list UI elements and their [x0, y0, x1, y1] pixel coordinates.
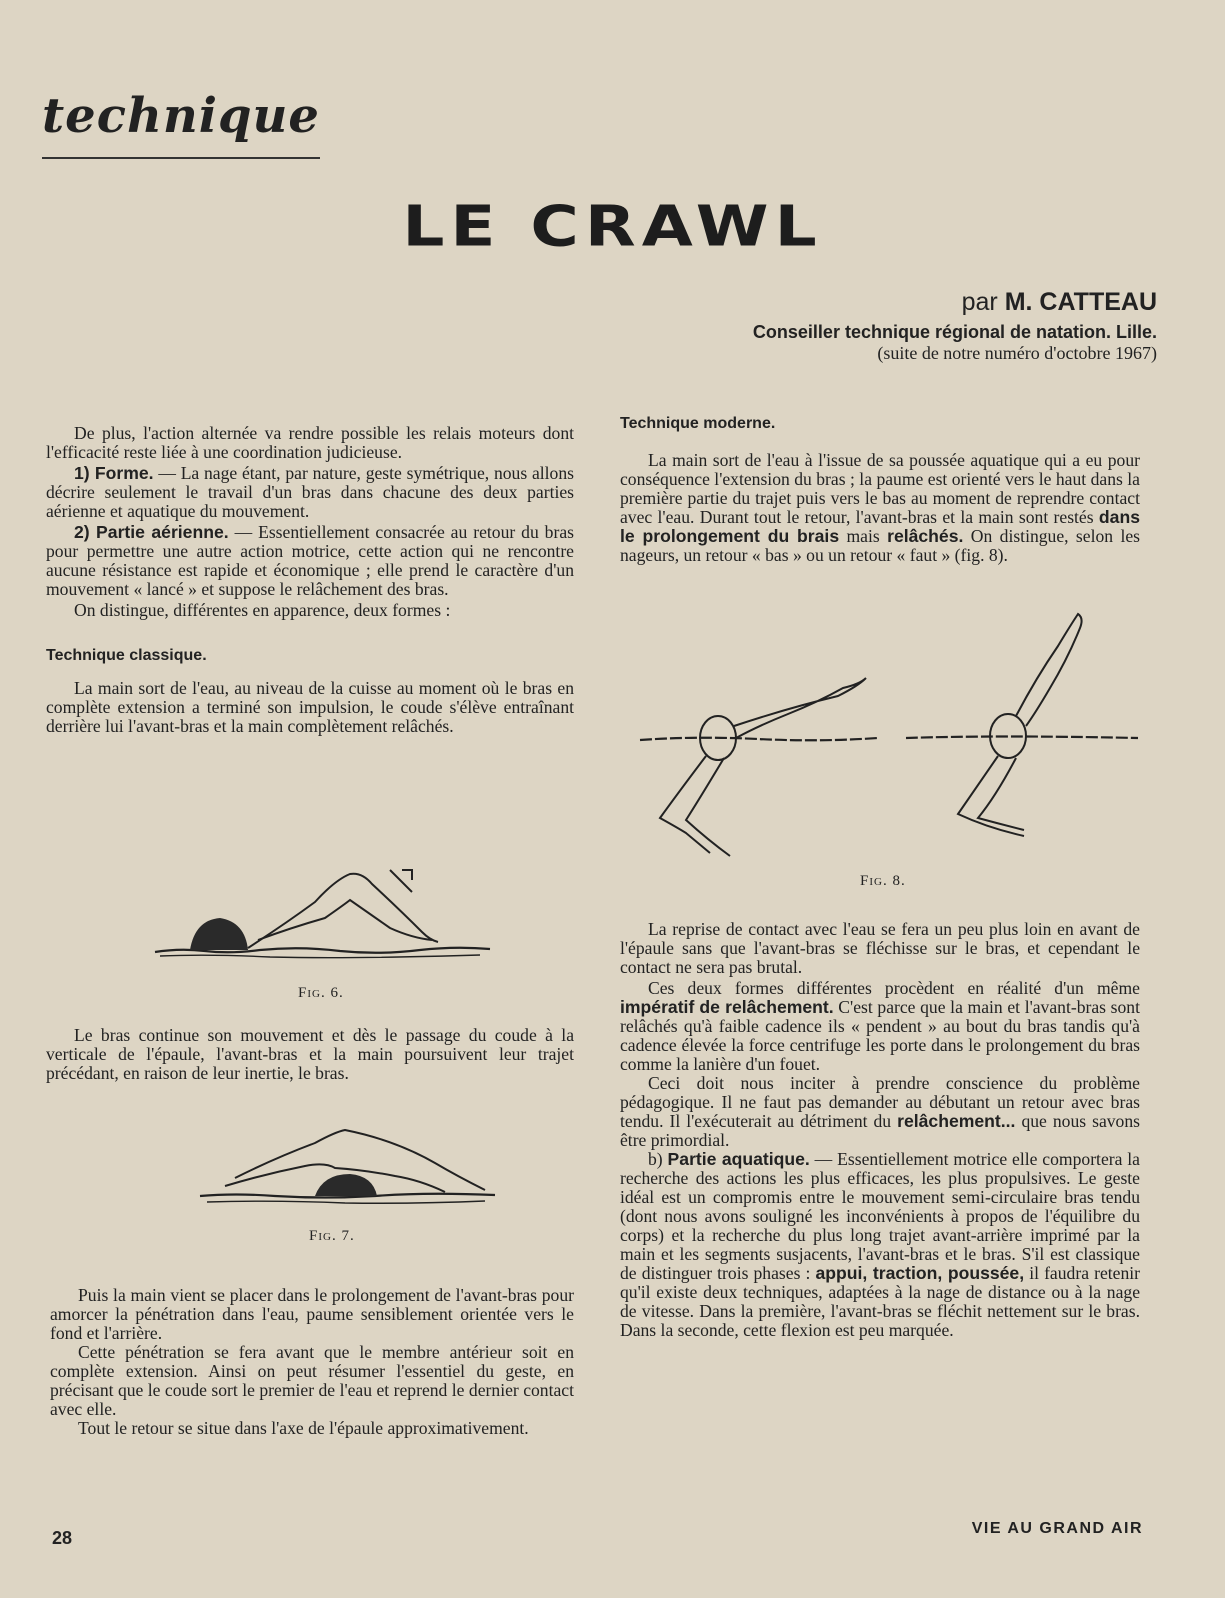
- author-info: [753, 322, 1157, 364]
- figure-8-illustration: [638, 608, 1158, 868]
- section-label: technique: [42, 88, 320, 144]
- paragraph-text: — Essentiellement consacrée au retour du bras pour permettre une autre action motrice, cette action qui ne rencontre aucune résistance est rapide et économique ; elle prend le caractère d'un mouvement « lancé » et suppose le relâchement des bras.: [46, 522, 574, 599]
- right-column-top: [620, 414, 1140, 565]
- emphasis: dans le prolongement du brais: [620, 507, 1140, 546]
- paragraph: De plus, l'action alternée va rendre possible les relais moteurs dont l'efficacité reste liée à une coordination judicieuse.: [46, 423, 574, 462]
- paragraph: [620, 1074, 1140, 1150]
- page-number: 28: [52, 1528, 73, 1548]
- figure-7-caption: Fig. 7.: [309, 1228, 355, 1244]
- byline: [962, 288, 1157, 317]
- head-shape: [315, 1174, 377, 1196]
- paragraph-text: — La nage étant, par nature, geste symétrique, nous allons décrire seulement le travail d'un bras dans chacune des deux parties aérienne et aquatique du mouvement.: [46, 463, 574, 521]
- left-column-top: [46, 424, 574, 736]
- inline-label: Partie aquatique.: [667, 1149, 810, 1169]
- paragraph: [620, 979, 1140, 1074]
- paragraph: Tout le retour se situe dans l'axe de l'épaule approximativement.: [78, 1418, 529, 1438]
- byline-prefix: par: [961, 288, 998, 316]
- paragraph-text: On distingue, selon les nageurs, un retour « bas » ou un retour « faut » (fig. 8).: [620, 526, 1140, 565]
- paragraph: [620, 1150, 1140, 1340]
- emphasis: appui, traction, poussée,: [815, 1263, 1025, 1283]
- subheading: Technique moderne.: [620, 415, 776, 432]
- paragraph: La reprise de contact avec l'eau se fera un peu plus loin en avant de l'épaule sans que l'avant-bras se fléchisse sur le bras, et cependant le contact ne sera pas brutal.: [620, 919, 1140, 977]
- figure-6-illustration: [150, 862, 495, 962]
- paragraph: Puis la main vient se placer dans le prolongement de l'avant-bras pour amorcer la pénétration dans l'eau, paume sensiblement orientée vers le fond et l'arrière.: [50, 1285, 574, 1343]
- emphasis: relâchés.: [887, 526, 964, 546]
- figure-7-illustration: [195, 1118, 505, 1218]
- paragraph-text: que nous savons être primordial.: [620, 1111, 1140, 1150]
- right-column-bottom: [620, 920, 1140, 1340]
- left-column-middle: [46, 1026, 574, 1083]
- emphasis: relâchement...: [897, 1111, 1016, 1131]
- paragraph-text: Ces deux formes différentes procèdent en réalité d'un même: [648, 978, 1140, 998]
- paragraph: Le bras continue son mouvement et dès le passage du coude à la verticale de l'épaule, l'avant-bras et la main poursuivent leur trajet précédant, en raison de leur inertie, le bras.: [46, 1025, 574, 1083]
- author-name: M. CATTEAU: [1004, 288, 1157, 316]
- article-title: LE CRAWL: [402, 193, 823, 260]
- figure-6-caption: Fig. 6.: [298, 985, 344, 1001]
- paragraph-text: C'est parce que la main et l'avant-bras sont relâchés qu'à faible cadence ils « pendent » au bout du bras tandis qu'à cadence élevée la force centrifuge les porte dans le prolongement du bras comme la lanière d'un fouet.: [620, 997, 1140, 1074]
- figure-8-caption: Fig. 8.: [860, 873, 906, 889]
- paragraph-text: La main sort de l'eau à l'issue de sa poussée aquatique qui a eu pour conséquence l'extension du bras ; la paume est orienté vers le haut dans la première partie du trajet puis vers le bas au moment de reprendre contact avec l'eau. Durant tout le retour, l'avant-bras et la main sont restés: [620, 450, 1140, 527]
- paragraph: [46, 523, 574, 599]
- paragraph: [620, 451, 1140, 565]
- left-column-bottom: [50, 1286, 574, 1438]
- paragraph-text: il faudra retenir qu'il existe deux techniques, adaptées à la nage de distance ou à la nage de vitesse. Dans la première, l'avant-bras se fléchit nettement sur le bras. Dans la seconde, cette flexion est peu marquée.: [620, 1263, 1140, 1340]
- continuation-note: (suite de notre numéro d'octobre 1967): [877, 343, 1157, 363]
- paragraph-text: Ceci doit nous inciter à prendre conscience du problème pédagogique. Il ne faut pas demander au débutant un retour avec bras tendu. Il l'exécuterait au détriment du: [620, 1073, 1140, 1131]
- subheading: Technique classique.: [46, 647, 207, 664]
- paragraph: La main sort de l'eau, au niveau de la cuisse au moment où le bras en complète extension a terminé son impulsion, le coude s'élève entraînant derrière lui l'avant-bras et la main complètement relâchés.: [46, 678, 574, 736]
- arrow-icon: [390, 870, 412, 892]
- author-role: Conseiller technique régional de natation. Lille.: [752, 322, 1157, 342]
- paragraph: Cette pénétration se fera avant que le membre antérieur soit en complète extension. Ainsi on peut résumer l'essentiel du geste, en précisant que le coude sort le premier de l'eau et reprend le dernier contact avec elle.: [50, 1342, 574, 1419]
- magazine-name: VIE AU GRAND AIR: [971, 1520, 1143, 1537]
- paragraph-text: b): [648, 1149, 668, 1169]
- paragraph-text: — Essentiellement motrice elle comportera la recherche des actions les plus efficaces, les plus propulsives. Le geste idéal est un compromis entre le mouvement semi-circulaire bras tendu (dont nous avons souligné les inconvénients à propos de l'équilibre du corps) et la recherche du plus long trajet avant-arrière imprimé par la main et les segments susjacents, l'avant-bras et le bras. S'il est classique de distinguer trois phases :: [620, 1149, 1140, 1283]
- inline-label: 1) Forme.: [74, 463, 154, 483]
- emphasis: impératif de relâchement.: [620, 997, 834, 1017]
- paragraph: On distingue, différentes en apparence, deux formes :: [74, 600, 451, 620]
- paragraph-text: mais: [839, 526, 888, 546]
- head-shape: [190, 918, 248, 950]
- section-rule: [42, 157, 320, 159]
- paragraph: [46, 464, 574, 521]
- inline-label: 2) Partie aérienne.: [74, 522, 229, 542]
